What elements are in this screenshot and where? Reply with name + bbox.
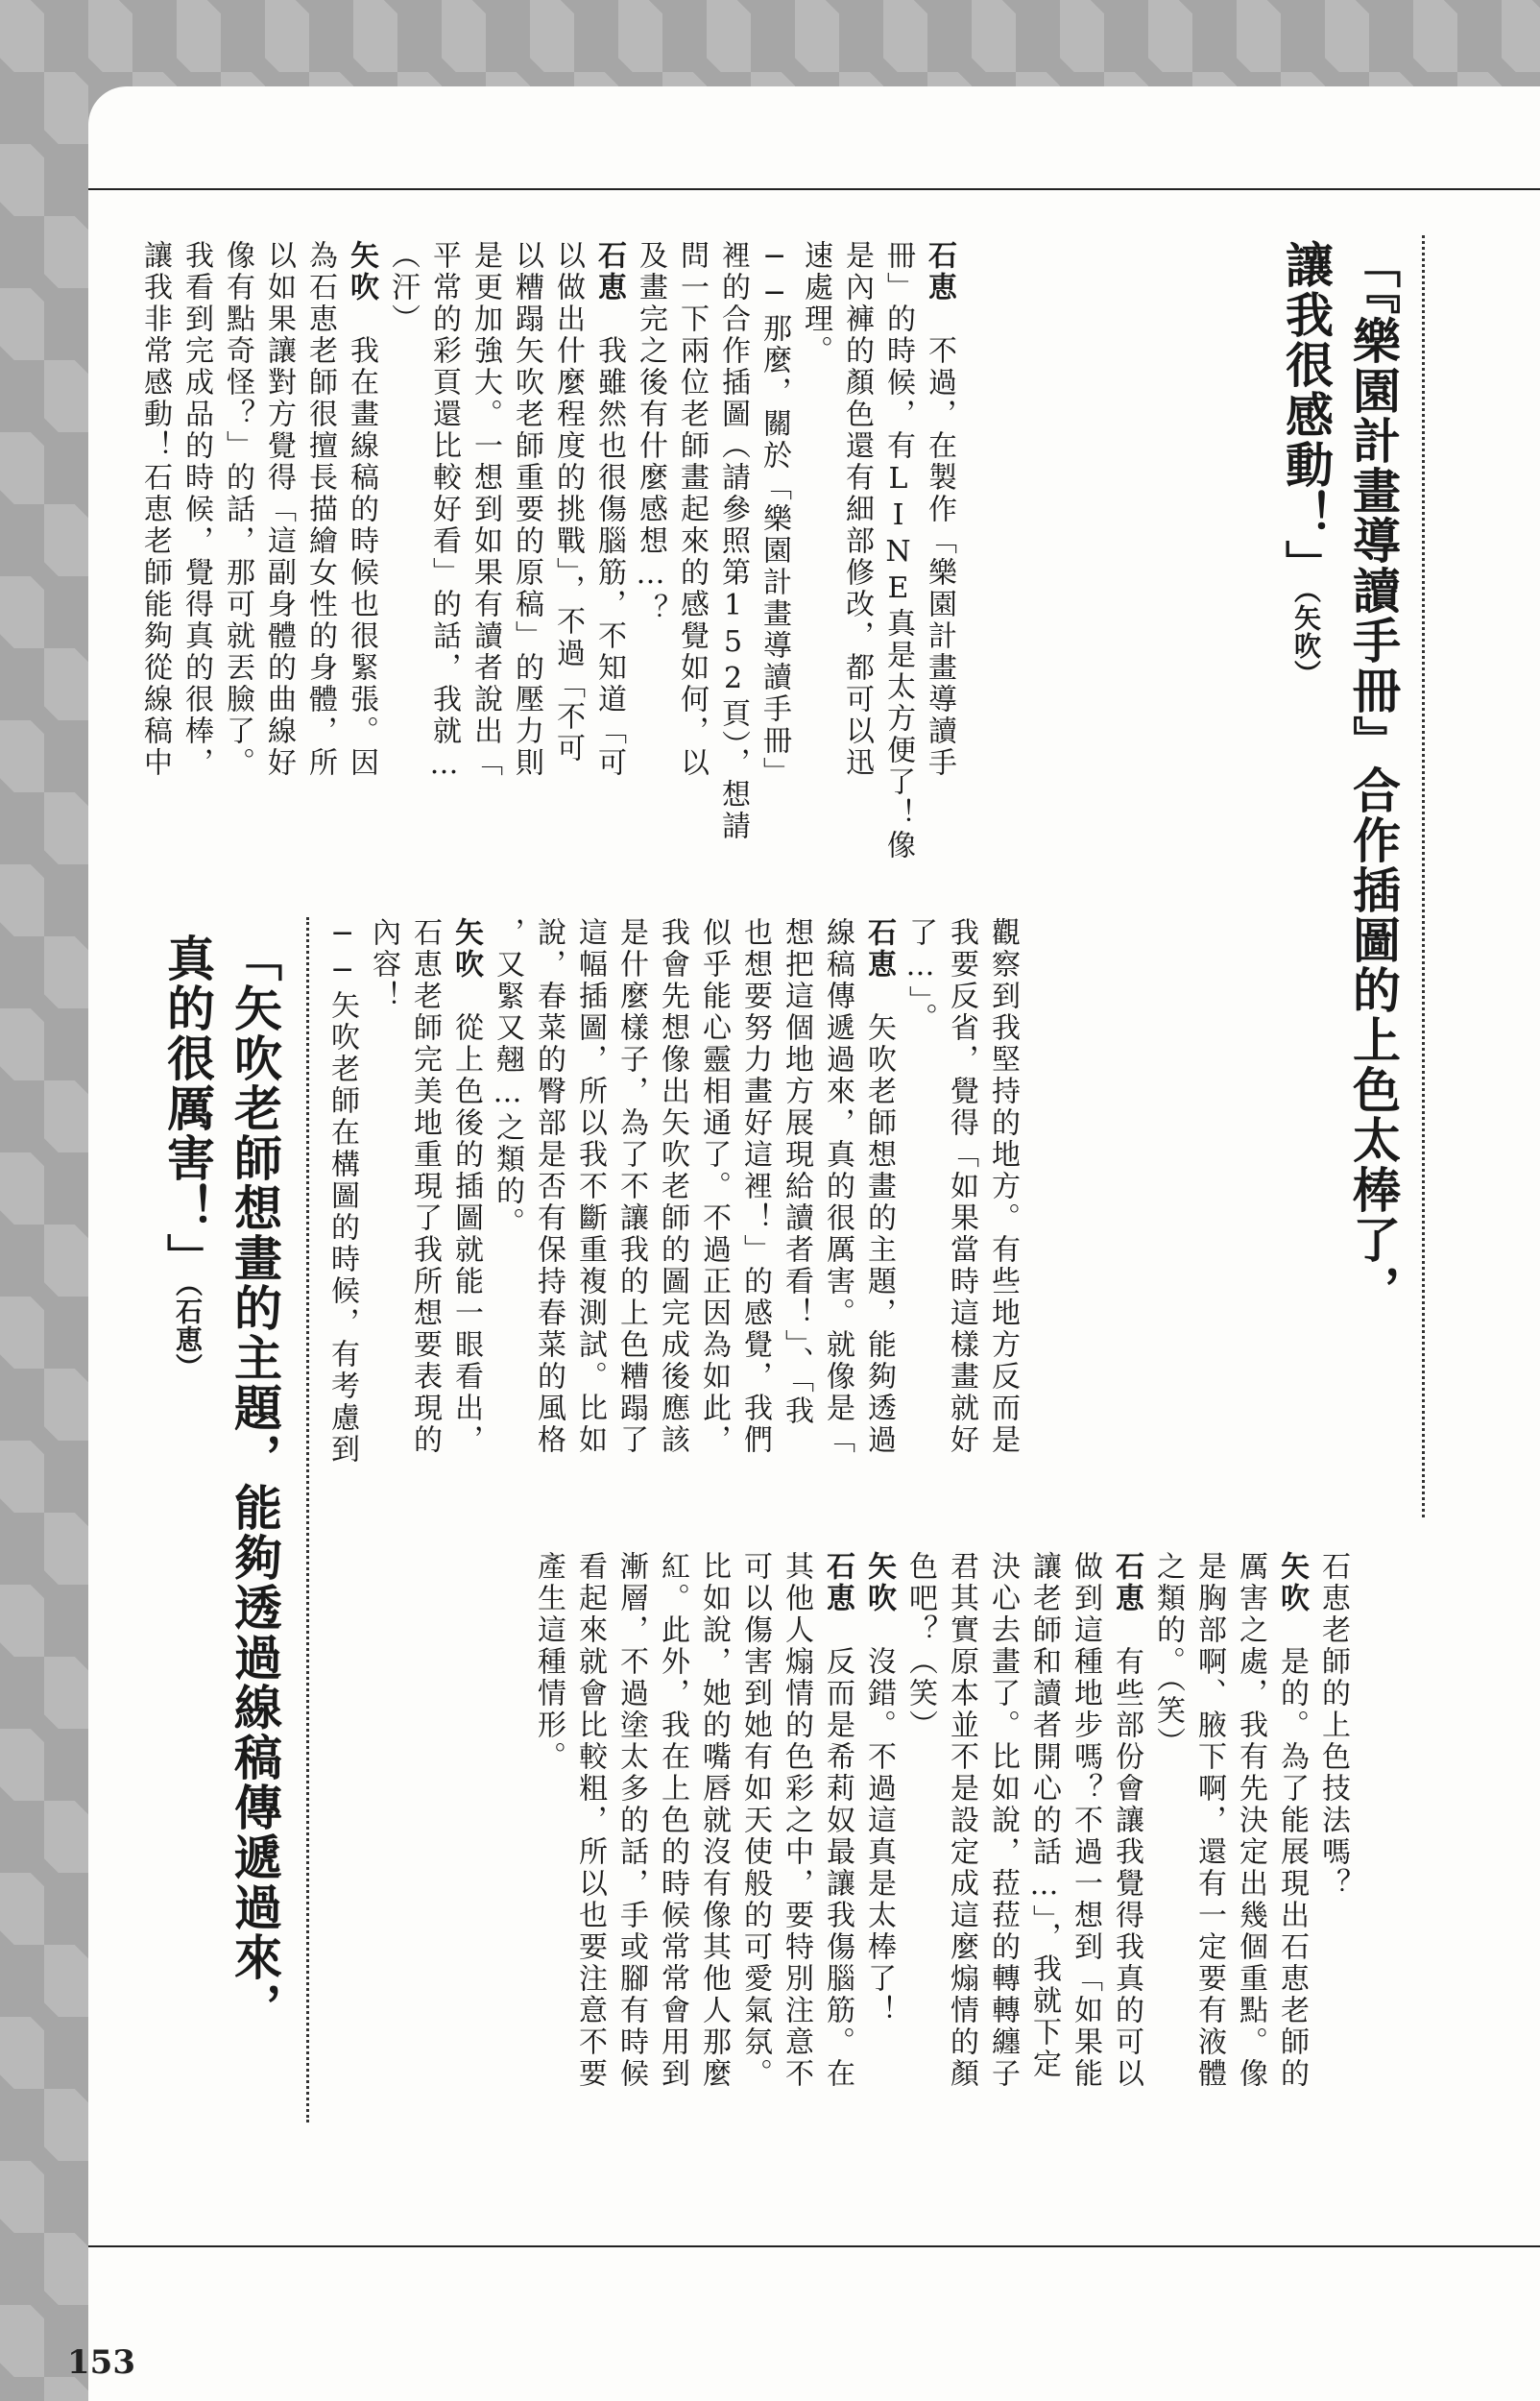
upper-line-17: 以如果讓對方覺得「這副身體的曲線好 [262, 240, 296, 779]
middle-line-2: 我要反省，覺得「如果當時這樣畫就好 [945, 917, 978, 1456]
lower-line-3: 厲害之處，我有先決定出幾個重點。像 [1234, 1551, 1267, 2090]
middle-line-15: 石恵老師完美地重現了我所想要表現的 [408, 917, 442, 1456]
middle-line-6: 想把這個地方展現給讀者看！」、「我 [780, 917, 813, 1427]
middle-line-11: 這幅插圖，所以我不斷重複測試。比如 [573, 917, 607, 1456]
middle-line-4: 石恵 矢吹老師想畫的主題，能夠透過 [862, 917, 896, 1456]
middle-line-10: 是什麼樣子，為了不讓我的上色糟蹋了 [614, 917, 648, 1456]
headline-1 [1272, 240, 1407, 1315]
upper-line-1: 石恵 不過，在製作「樂園計畫導讀手 [923, 240, 956, 779]
lower-line-7: 做到這種地步嗎？不過一想到「如果能 [1069, 1551, 1102, 2090]
lower-line-8: 讓老師和讀者開心的話…」，我就下定 [1027, 1551, 1061, 2080]
upper-line-18: 像有點奇怪？」的話，那可就丟臉了。 [221, 240, 254, 779]
lower-line-6: 石恵 有些部份會讓我覺得我真的可以 [1110, 1551, 1143, 2090]
lower-line-15: 可以傷害到她有如天使般的可愛氣氛。 [738, 1551, 772, 2090]
text-block-lower [528, 1551, 1354, 2185]
upper-line-4: 速處理。 [799, 240, 832, 367]
upper-line-11: 以糟蹋矢吹老師重要的原稿」的壓力則 [510, 240, 543, 779]
lower-line-1: 石恵老師的上色技法嗎？ [1316, 1551, 1350, 1900]
upper-line-9: 石恵 我雖然也很傷腦筋，不知道「可 [592, 240, 626, 779]
lower-line-17: 紅。此外，我在上色的時候常常會用到 [656, 1551, 689, 2090]
text-block-middle [322, 917, 1023, 1551]
headline-1-line2: 讓我很感動！」 [1278, 240, 1334, 590]
middle-line-13: ，又緊又翹…之類的。 [491, 917, 524, 1239]
middle-line-7: 也想要努力畫好這裡！」的感覺，我們 [738, 917, 772, 1456]
middle-line-14: 矢吹 從上色後的插圖就能一眼看出， [449, 917, 483, 1456]
lower-line-14: 其他人煽情的色彩之中，要特別注意不 [780, 1551, 813, 2090]
lower-line-18: 漸層，不過塗太多的話，手或腳有時候 [614, 1551, 648, 2090]
upper-line-6: 裡的合作插圖（請參照第152頁），想請 [716, 240, 750, 842]
middle-line-12: 說，春菜的臀部是否有保持春菜的風格 [532, 917, 565, 1456]
middle-line-8: 似乎能心靈相通了。不過正因為如此， [697, 917, 731, 1456]
lower-line-16: 比如說，她的嘴唇就沒有像其他人那麼 [697, 1551, 731, 2090]
lower-line-13: 石恵 反而是希莉奴最讓我傷腦筋。在 [821, 1551, 854, 2090]
upper-line-3: 是內褲的顏色還有細部修改，都可以迅 [840, 240, 874, 779]
upper-line-14: （汗） [386, 240, 420, 335]
upper-line-8: 及畫完之後有什麼感想…？ [634, 240, 667, 625]
lower-line-4: 是胸部啊、腋下啊，還有一定要有液體 [1192, 1551, 1226, 2090]
lower-line-10: 君其實原本並不是設定成這麼煽情的顏 [945, 1551, 978, 2090]
upper-line-20: 讓我非常感動！石恵老師能夠從線稿中 [138, 240, 172, 779]
headline-2-credit: （石恵） [172, 1283, 204, 1381]
upper-line-19: 我看到完成品的時候，覺得真的很棒， [180, 240, 213, 779]
page-number: 153 [67, 2343, 135, 2382]
upper-line-10: 以做出什麼程度的挑戰」，不過「不可 [551, 240, 585, 764]
upper-line-2: 冊」的時候，有LINE真是太方便了！像 [881, 240, 915, 861]
headline-1-line1: 「『樂園計畫導讀手冊』合作插圖的上色太棒了， [1345, 240, 1401, 1315]
headline-2 [154, 934, 288, 2032]
upper-line-15: 矢吹 我在畫線稿的時候也很緊張。因 [345, 240, 378, 779]
upper-line-13: 平常的彩頁還比較好看」的話，我就… [427, 240, 461, 784]
lower-line-9: 決心去畫了。比如說，菈菈的轉轉纏子 [986, 1551, 1020, 2090]
upper-line-5: ──那麼，關於「樂園計畫導讀手冊」 [758, 240, 791, 788]
lower-line-11: 色吧？（笑） [903, 1551, 937, 1741]
lower-line-12: 矢吹 沒錯。不過這真是太棒了！ [862, 1551, 896, 2026]
upper-line-7: 問一下兩位老師畫起來的感覺如何，以 [675, 240, 709, 779]
middle-line-1: 觀察到我堅持的地方。有些地方反而是 [986, 917, 1020, 1456]
middle-line-17: ──矢吹老師在構圖的時候，有考慮到 [325, 917, 359, 1466]
bottom-rule [88, 2245, 1540, 2247]
upper-line-16: 為石恵老師很擅長描繪女性的身體，所 [303, 240, 337, 779]
text-block-upper [134, 240, 960, 874]
headline-2-line1: 「矢吹老師想畫的主題，能夠透過線稿傳遞過來， [227, 934, 282, 2032]
middle-line-16: 內容！ [367, 917, 400, 1012]
headline-2-line2: 真的很厲害！」 [159, 934, 215, 1283]
middle-line-5: 線稿傳遞過來，真的很厲害。就像是「 [821, 917, 854, 1456]
upper-line-12: 是更加強大。一想到如果有讀者說出「 [469, 240, 502, 779]
middle-line-3: 了…」。 [903, 917, 937, 1034]
lower-line-2: 矢吹 是的。為了能展現出石恵老師的 [1275, 1551, 1309, 2090]
middle-line-9: 我會先想像出矢吹老師的圖完成後應該 [656, 917, 689, 1456]
headline-1-credit: （矢吹） [1290, 590, 1322, 688]
lower-line-20: 產生這種情形。 [532, 1551, 565, 1773]
lower-line-19: 看起來就會比較粗，所以也要注意不要 [573, 1551, 607, 2090]
top-rule [88, 188, 1540, 190]
lower-line-5: 之類的。（笑） [1151, 1551, 1185, 1758]
